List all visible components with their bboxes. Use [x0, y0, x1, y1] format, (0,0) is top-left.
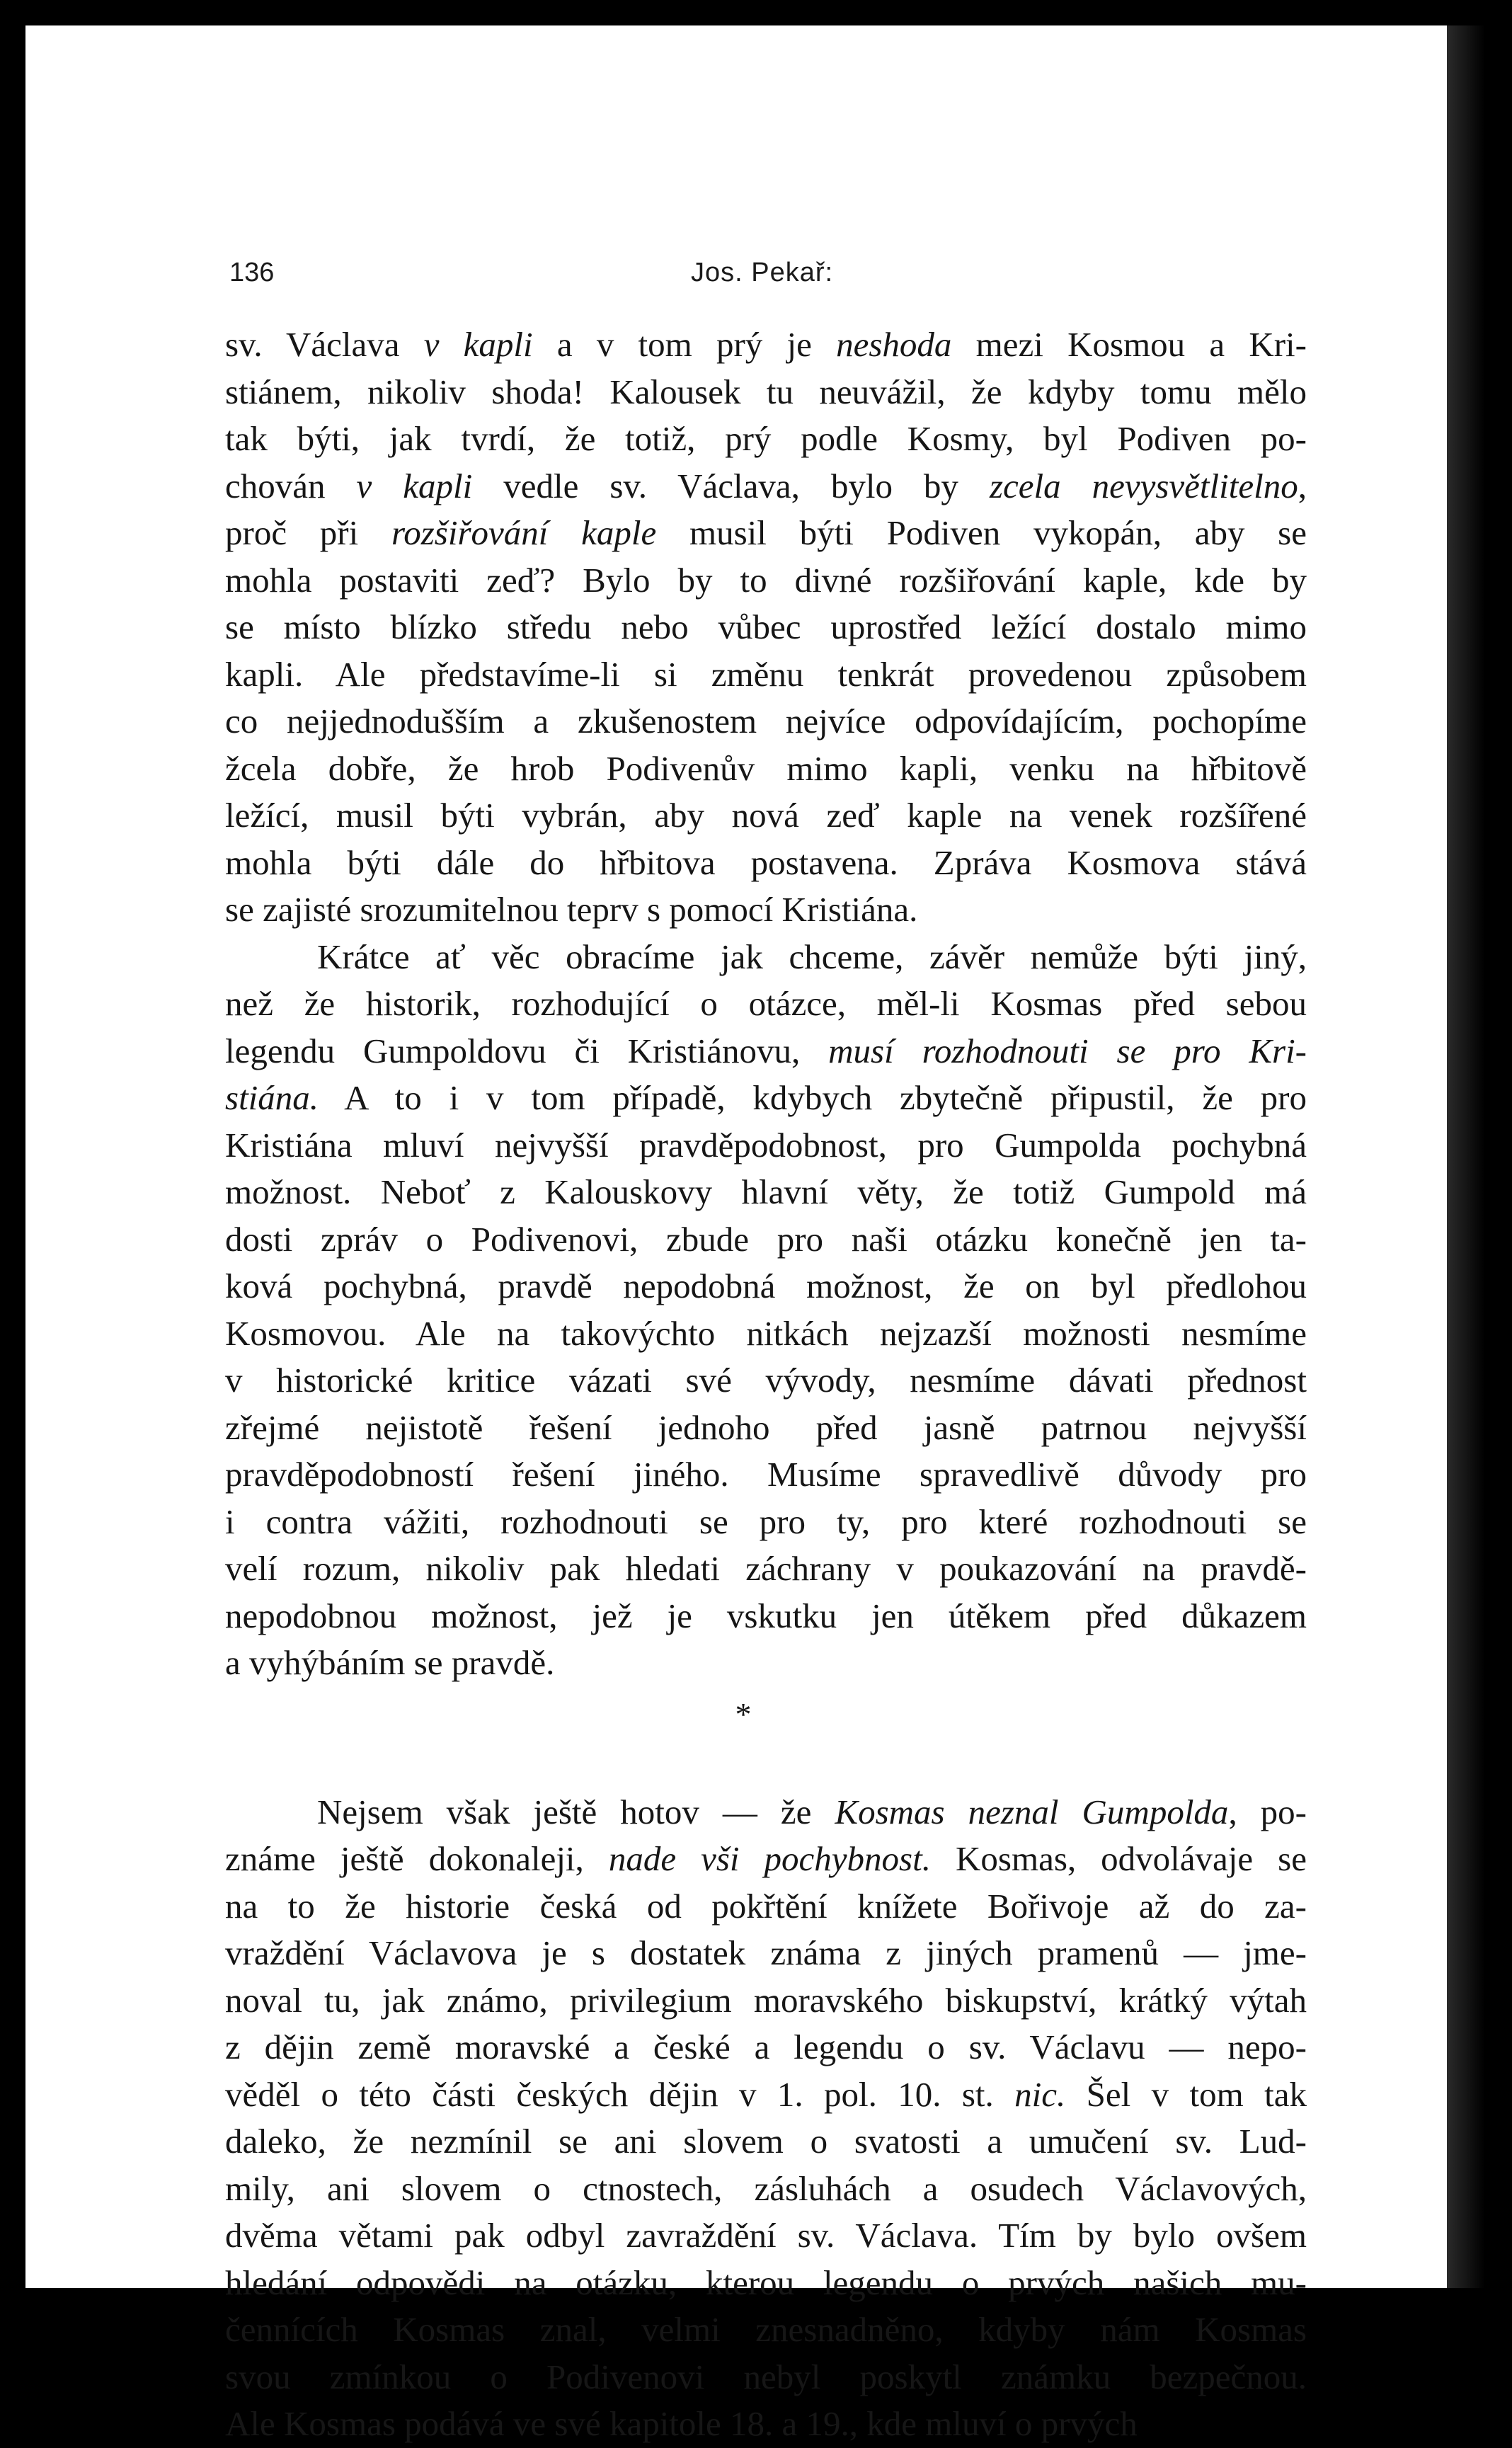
line-text: možnost. Neboť z Kalouskovy hlavní věty, že totiž Gumpold má: [225, 1172, 1307, 1211]
line-text: Krátce ať věc obracíme jak chceme, závěr nemůže býti jiný,: [317, 937, 1307, 976]
text-line: [225, 1977, 1307, 2025]
line-text: ková pochybná, pravdě nepodobná možnost, že on byl předlohou: [225, 1266, 1307, 1305]
text-line: [225, 557, 1307, 605]
paragraph-3: [225, 1789, 1307, 2448]
line-text: svou zmínkou o Podivenovi nebyl poskytl známku bezpečnou.: [225, 2357, 1307, 2396]
text-line: [225, 1216, 1307, 1264]
text-line: [225, 1405, 1307, 1452]
text-line: [225, 1357, 1307, 1405]
line-text: musil býti Podiven vykopán, aby se: [656, 513, 1307, 552]
line-text: Šel v tom tak: [1065, 2074, 1307, 2114]
line-text: mezi Kosmou a Kri-: [951, 325, 1307, 364]
text-line: [225, 1122, 1307, 1169]
line-text: stiánem, nikoliv shoda! Kalousek tu neuvážil, že kdyby tomu mělo: [225, 372, 1307, 411]
text-line: [225, 1883, 1307, 1931]
emphasis-text: nic.: [1014, 2074, 1066, 2114]
line-text: legendu Gumpoldovu či Kristiánovu,: [225, 1031, 829, 1070]
emphasis-text: musí rozhodnouti se pro Kri-: [828, 1031, 1307, 1070]
text-line: [225, 934, 1307, 981]
line-text: A to i v tom případě, kdybych zbytečně připustil, že pro: [319, 1078, 1307, 1117]
emphasis-text: v kapli: [356, 466, 473, 505]
emphasis-text: rozšiřování kaple: [391, 513, 657, 552]
line-text: Kosmovou. Ale na takovýchto nitkách nejzazší možnosti nesmíme: [225, 1313, 1307, 1353]
text-line: [225, 980, 1307, 1028]
text-line: [225, 416, 1307, 463]
line-text: dvěma větami pak odbyl zavraždění sv. Václava. Tím by bylo ovšem: [225, 2216, 1307, 2255]
page-number: 136: [229, 258, 275, 287]
line-text: se místo blízko středu nebo vůbec uprostřed ležící dostalo mimo: [225, 607, 1307, 646]
line-text: mohla postaviti zeď? Bylo by to divné rozšiřování kaple, kde by: [225, 560, 1307, 600]
text-line: [225, 1640, 1307, 1687]
line-text: proč při: [225, 513, 391, 552]
line-text: velí rozum, nikoliv pak hledati záchrany v poukazování na pravdě-: [225, 1549, 1307, 1588]
text-line: [225, 886, 1307, 934]
emphasis-text: v kapli: [423, 325, 533, 364]
running-header-author: Jos. Pekař:: [691, 258, 834, 287]
text-line: [225, 745, 1307, 793]
line-text: Kosmas, odvolávaje se: [931, 1839, 1307, 1878]
line-text: i contra vážiti, rozhodnouti se pro ty, pro které rozhodnouti se: [225, 1502, 1307, 1541]
line-text: pravděpodobností řešení jiného. Musíme spravedlivě důvody pro: [225, 1455, 1307, 1494]
line-text: Kristiána mluví nejvyšší pravděpodobnost, pro Gumpolda pochybná: [225, 1125, 1307, 1165]
text-line: [225, 651, 1307, 699]
line-text: z dějin země moravské a české a legendu o sv. Václavu — nepo-: [225, 2027, 1307, 2066]
line-text: se zajisté srozumitelnou teprv s pomocí Kristiána.: [225, 890, 918, 929]
emphasis-text: zcela nevysvětlitelno: [989, 466, 1298, 505]
line-text: tak býti, jak tvrdí, že totiž, prý podle Kosmy, byl Podiven po-: [225, 419, 1307, 458]
line-text: ,: [1298, 466, 1307, 505]
text-line: [225, 1545, 1307, 1593]
text-line: [225, 463, 1307, 510]
emphasis-text: nade vši pochybnost.: [608, 1839, 931, 1878]
line-text: Nejsem však ještě hotov — že: [317, 1792, 835, 1831]
text-line: [225, 1075, 1307, 1122]
line-text: věděl o této části českých dějin v 1. pol. 10. st.: [225, 2074, 1015, 2114]
emphasis-text: stiána.: [225, 1078, 319, 1117]
text-line: [225, 2401, 1307, 2448]
text-line: [225, 1451, 1307, 1499]
emphasis-text: neshoda: [836, 325, 952, 364]
text-line: [225, 1028, 1307, 1075]
text-line: [225, 792, 1307, 840]
text-line: [225, 2166, 1307, 2213]
text-line: [225, 2212, 1307, 2260]
line-text: mohla býti dále do hřbitova postavena. Zpráva Kosmova stává: [225, 842, 1307, 882]
emphasis-text: Kosmas neznal Gumpolda: [835, 1792, 1229, 1831]
text-line: [225, 1310, 1307, 1358]
line-text: kapli. Ale představíme-li si změnu tenkrát provedenou způsobem: [225, 654, 1307, 694]
text-line: [225, 1789, 1307, 1836]
scan-edge-strip: [1447, 25, 1485, 2288]
line-text: a v tom prý je: [532, 325, 837, 364]
line-text: v historické kritice vázati své vývody, nesmíme dávati přednost: [225, 1361, 1307, 1400]
line-text: noval tu, jak známo, privilegium moravského biskupství, krátký výtah: [225, 1980, 1307, 2020]
line-text: sv. Václava: [225, 325, 424, 364]
line-text: Ale Kosmas podává ve své kapitole 18. a 19., kde mluví o prvých: [225, 2404, 1138, 2443]
text-line: [225, 369, 1307, 416]
line-text: žcela dobře, že hrob Podivenův mimo kapli, venku na hřbitově: [225, 748, 1307, 788]
text-line: [225, 2071, 1307, 2119]
paragraph-1: [225, 321, 1307, 934]
line-text: hledání odpovědi na otázku, kterou legendu o prvých našich mu-: [225, 2263, 1307, 2302]
text-line: [225, 1930, 1307, 1977]
line-text: chován: [225, 466, 357, 505]
text-line: [225, 2118, 1307, 2166]
line-text: známe ještě dokonaleji,: [225, 1839, 609, 1878]
line-text: co nejjednodušším a zkušenostem nejvíce odpovídajícím, pochopíme: [225, 702, 1307, 740]
section-separator: *: [735, 1695, 752, 1732]
text-line: [225, 321, 1307, 369]
line-text: zřejmé nejistotě řešení jednoho před jasně patrnou nejvyšší: [225, 1407, 1307, 1447]
text-line: [225, 1499, 1307, 1546]
text-line: [225, 698, 1307, 745]
line-text: než že historik, rozhodující o otázce, měl-li Kosmas před sebou: [225, 984, 1307, 1023]
line-text: a vyhýbáním se pravdě.: [225, 1643, 555, 1682]
paragraph-2: [225, 934, 1307, 1687]
text-line: [225, 840, 1307, 887]
line-text: mily, ani slovem o ctnostech, zásluhách a osudech Václavových,: [225, 2168, 1307, 2208]
text-line: [225, 1593, 1307, 1640]
line-text: daleko, že nezmínil se ani slovem o svatosti a umučení sv. Lud-: [225, 2122, 1307, 2161]
text-line: [225, 2024, 1307, 2071]
body-text-block-1: [225, 321, 1307, 1687]
text-line: [225, 2260, 1307, 2307]
line-text: vraždění Václavova je s dostatek známa z jiných pramenů — jme-: [225, 1933, 1307, 1972]
text-line: [225, 510, 1307, 557]
line-text: ležící, musil býti vybrán, aby nová zeď kaple na venek rozšířené: [225, 796, 1307, 835]
line-text: čennících Kosmas znal, velmi znesnadněno, kdyby nám Kosmas: [225, 2310, 1307, 2349]
line-text: , po-: [1228, 1792, 1307, 1831]
text-line: [225, 1169, 1307, 1216]
book-page: [25, 25, 1447, 2443]
line-text: vedle sv. Václava, bylo by: [472, 466, 990, 505]
text-line: [225, 604, 1307, 651]
line-text: na to že historie česká od pokřtění knížete Bořivoje až do za-: [225, 1886, 1307, 1926]
line-text: nepodobnou možnost, jež je vskutku jen útěkem před důkazem: [225, 1596, 1307, 1635]
line-text: dosti zpráv o Podivenovi, zbude pro naši otázku konečně jen ta-: [225, 1219, 1307, 1259]
text-line: [225, 1836, 1307, 1883]
body-text-block-2: [225, 1789, 1307, 2448]
text-line: [225, 1263, 1307, 1310]
text-line: [225, 2354, 1307, 2401]
